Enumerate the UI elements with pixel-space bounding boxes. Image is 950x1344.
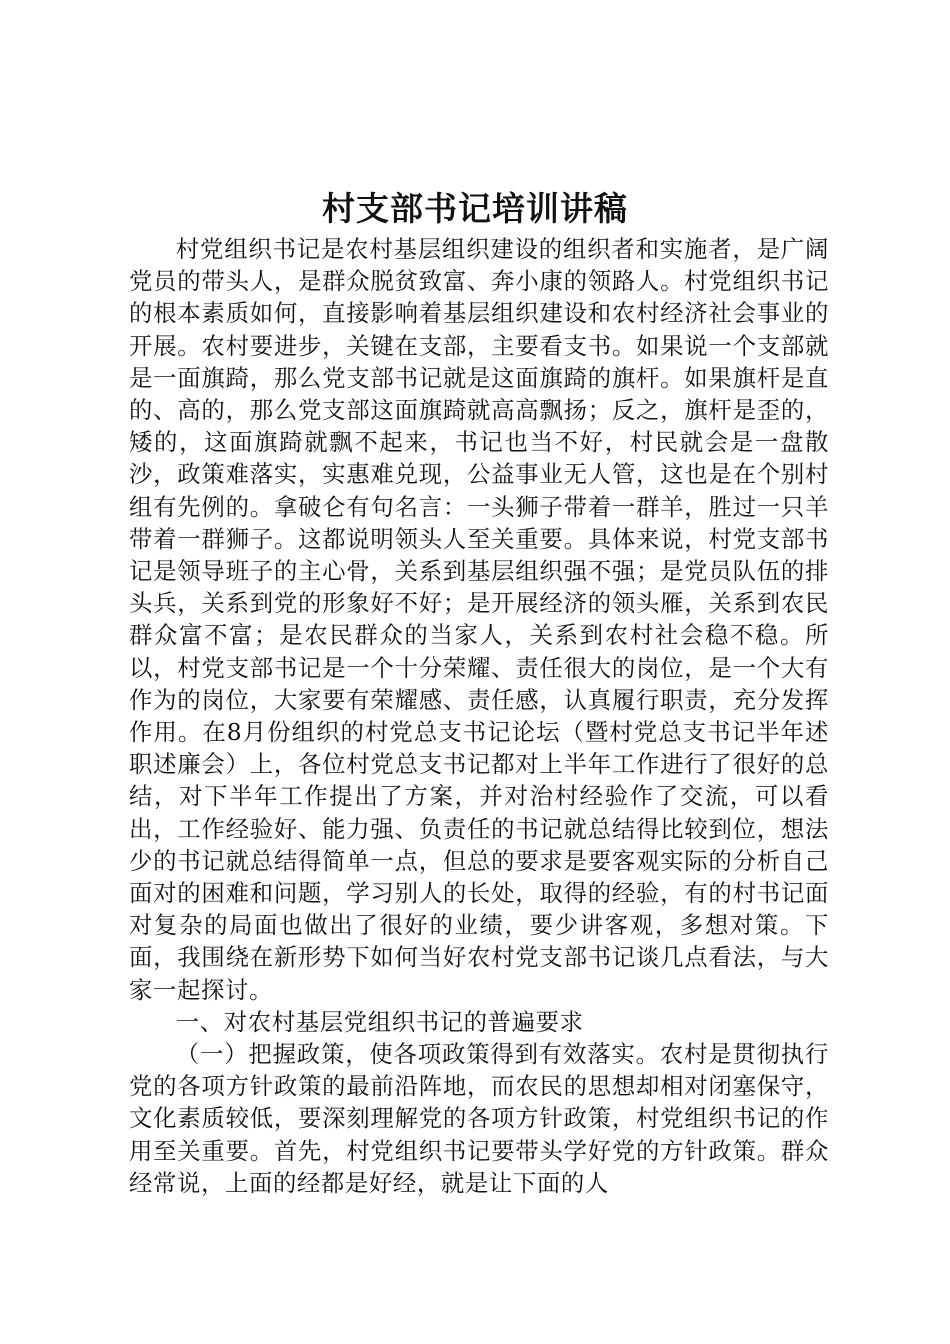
body-paragraph-intro: 村党组织书记是农村基层组织建设的组织者和实施者，是广阔党员的带头人，是群众脱贫致富、奔小康的领路人。村党组织书记的根本素质如何，直接影响着基层组织建设和农村经济社会事业的开展。农村要进步，关键在支部，主要看支书。如果说一个支部就是一面旗踦，那么党支部书记就是这面旗踦的旗杆。如果旗杆是直的、高的，那么党支部这面旗踦就高高飘扬；反之，旗杆是歪的，矮的，这面旗踦就飘不起来，书记也当不好，村民就会是一盘散沙，政策难落实，实惠难兑现，公益事业无人管，这也是在个别村组有先例的。拿破仑有句名言：一头狮子带着一群羊，胜过一只羊带着一群狮子。这都说明领头人至关重要。具体来说，村党支部书记是领导班子的主心骨，关系到基层组织强不强；是党员队伍的排头兵，关系到党的形象好不好；是开展经济的领头雁，关系到农民群众富不富；是农民群众的当家人，关系到农村社会稳不稳。所以，村党支部书记是一个十分荣耀、责任很大的岗位，是一个大有作为的岗位，大家要有荣耀感、责任感，认真履行职责，充分发挥作用。在8月份组织的村党总支书记论坛（暨村党总支书记半年述职述廉会）上，各位村党总支书记都对上半年工作进行了很好的总结，对下半年工作提出了方案，并对治村经验作了交流，可以看出，工作经验好、能力强、负责任的书记就总结得比较到位，想法少的书记就总结得简单一点，但总的要求是要客观实际的分析自己面对的困难和问题，学习别人的长处，取得的经验，有的村书记面对复杂的局面也做出了很好的业绩，要少讲客观，多想对策。下面，我围绕在新形势下如何当好农村党支部书记谈几点看法，与大家一起探讨。 (129, 235, 829, 1004)
section-heading-1: 一、对农村基层党组织书记的普遍要求 (175, 1007, 584, 1036)
document-title: 村支部书记培训讲稿 (322, 189, 628, 228)
body-paragraph-policy: （一）把握政策，使各项政策得到有效落实。农村是贯彻执行党的各项方针政策的最前沿阵地，而农民的思想却相对闭塞保守，文化素质较低，要深刻理解党的各项方针政策，村党组织书记的作用至关重要。首先，村党组织书记要带头学好党的方针政策。群众经常说，上面的经都是好经，就是让下面的人 (129, 1040, 829, 1197)
document-body (129, 233, 829, 1199)
